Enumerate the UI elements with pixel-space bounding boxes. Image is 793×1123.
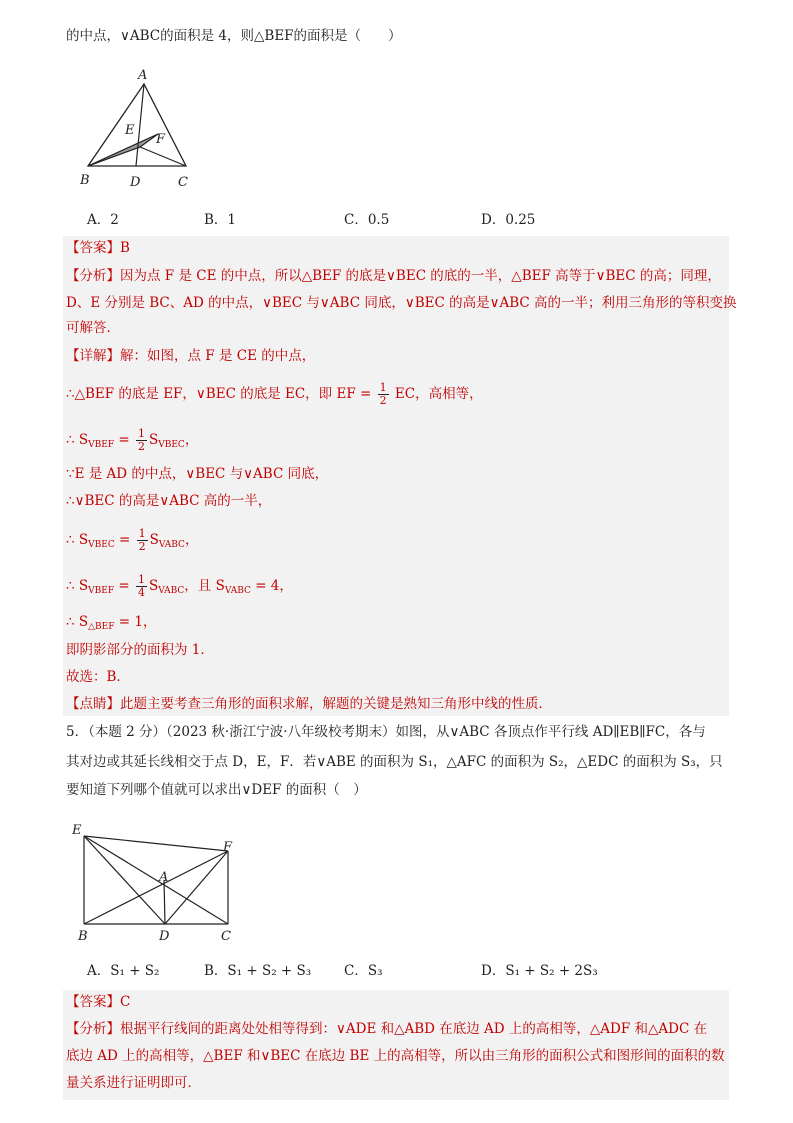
q5-analysis-line3: 量关系进行证明即可． [66, 1075, 201, 1091]
q4-detail-line5: ∴∨BEC 的高是∨ABC 高的一半， [66, 493, 272, 509]
label-A: A [138, 68, 148, 83]
q4-option-b[interactable]: B．1 [204, 212, 237, 228]
q4-option-d[interactable]: D．0.25 [481, 212, 536, 228]
q4-detail-line8: ∴ $S_{\triangle BEF} = 1$， [66, 614, 157, 632]
label-E: E [125, 123, 135, 138]
q4-detail-line10: 故选：B． [66, 669, 130, 685]
label-F: F [156, 132, 166, 147]
q4-option-a[interactable]: A．2 [87, 212, 119, 228]
fraction-half: $\frac{1}{2}$ [379, 381, 387, 407]
q4-detail-line6: ∴ $S_{VBEC}$ = $\frac{1}{2}$ $S_{VABC}$， [66, 527, 199, 553]
triangle-figure-1 [70, 62, 210, 192]
q5-stem-line3: 要知道下列哪个值就可以求出∨DEF 的面积（ ） [66, 782, 367, 798]
label-B: B [80, 173, 90, 188]
q5-option-c[interactable]: C．S₃ [344, 963, 383, 979]
q4-detail-line4: ∵E 是 AD 的中点，∨BEC 与∨ABC 同底， [66, 466, 329, 482]
q5-stem-line1: 5．（本题 2 分）（2023 秋·浙江宁波·八年级校考期末）如图，从∨ABC 各顶点作平行线 AD∥EB∥FC，各与 [66, 724, 706, 740]
q4-detail-line7: ∴ $S_{VBEF}$ = $\frac{1}{4}$ $S_{VABC}$，且 $S_{VABC} = 4$， [66, 573, 293, 599]
q4-comment: 【点睛】此题主要考查三角形的面积求解，解题的关键是熟知三角形中线的性质． [66, 696, 552, 712]
q5-analysis-line2: 底边 AD 上的高相等，△BEF 和∨BEC 在底边 BE 上的高相等，所以由三角形的面积公式和图形间的面积的数 [66, 1048, 725, 1064]
q4-option-c[interactable]: C．0.5 [344, 212, 390, 228]
q5-analysis-line1: 【分析】根据平行线间的距离处处相等得到：∨ADE 和△ABD 在底边 AD 上的高相等，△ADF 和△ADC 在 [66, 1021, 708, 1037]
q4-detail-line1: 【详解】解：如图，点 F 是 CE 的中点， [66, 348, 316, 364]
q4-analysis-line2: D、E 分别是 BC、AD 的中点，∨BEC 与∨ABC 同底，∨BEC 的高是∨ABC 高的一半；利用三角形的等积变换 [66, 295, 737, 311]
q4-detail-line2: ∴△BEF 的底是 EF，∨BEC 的底是 EC，即 EF = $\frac{1}{2}$ EC，高相等， [66, 381, 483, 407]
q5-answer: 【答案】C [66, 994, 131, 1010]
label-B: B [78, 929, 88, 944]
label-D: D [130, 175, 141, 190]
q4-answer: 【答案】B [66, 240, 130, 256]
label-F: F [223, 840, 233, 855]
q4-detail-line3: ∴ $S_{VBEF}$ = $\frac{1}{2}$ $S_{VBEC}$， [66, 427, 199, 453]
label-C: C [178, 175, 188, 190]
label-C: C [221, 929, 231, 944]
q4-stem-line: 的中点，∨ABC的面积是 4，则△BEF的面积是（ ） [66, 28, 402, 44]
q4-analysis-line1: 【分析】因为点 F 是 CE 的中点，所以△BEF 的底是∨BEC 的底的一半，△BEF 高等于∨BEC 的高；同理， [66, 268, 721, 284]
q5-stem-line2: 其对边或其延长线相交于点 D，E，F．若∨ABE 的面积为 S₁，△AFC 的面积为 S₂，△EDC 的面积为 S₃，只 [66, 754, 723, 770]
q5-option-d[interactable]: D．S₁ + S₂ + 2S₃ [481, 963, 598, 979]
label-E: E [72, 823, 82, 838]
q5-option-a[interactable]: A．S₁ + S₂ [87, 963, 160, 979]
label-D: D [159, 929, 170, 944]
q4-analysis-line3: 可解答． [66, 320, 120, 336]
q5-option-b[interactable]: B．S₁ + S₂ + S₃ [204, 963, 312, 979]
parallel-lines-figure-2 [70, 818, 250, 948]
label-A: A [159, 870, 169, 885]
q4-detail-line9: 即阴影部分的面积为 1． [66, 642, 214, 658]
